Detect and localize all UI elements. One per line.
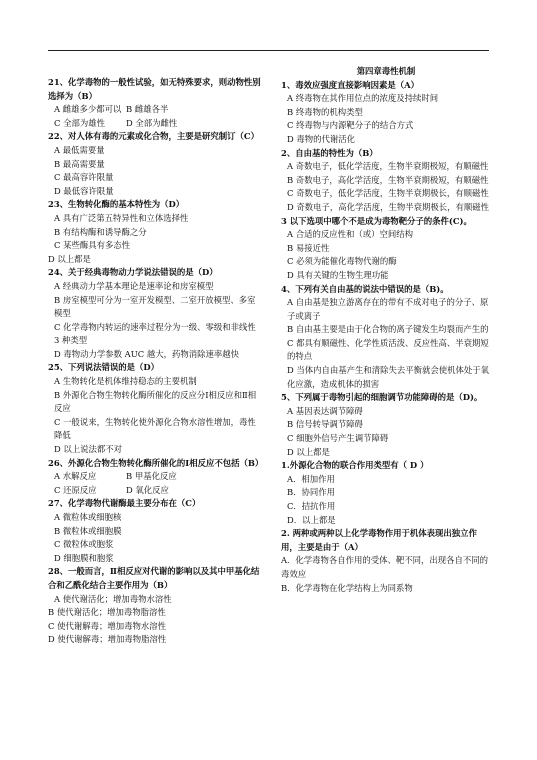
option: A 具有广泛第五特异性和立体选择性	[54, 212, 189, 223]
question-r3	[281, 215, 491, 283]
option: C 最高容许限量	[54, 172, 114, 183]
option: B 易接近性	[287, 242, 330, 253]
option: D 全部为雌性	[126, 117, 178, 128]
option: B 雌雄各半	[126, 104, 169, 115]
option: B 奇数电子，高化学活度，生物半衰期极短，有顺磁性	[287, 174, 489, 185]
question-text: 2、自由基的特性为（B）	[281, 147, 378, 158]
question-27	[48, 497, 262, 565]
option: D 最低容许限量	[54, 185, 114, 196]
question-r7	[281, 527, 491, 595]
option: C 奇数电子，低化学活度，生物半衰期极长，有顺磁性	[287, 188, 489, 199]
option: B 终毒物的机构类型	[287, 106, 363, 117]
option: B 房室模型可分为一室开发模型、二室开放模型、多室模型	[54, 294, 256, 319]
option: D 细胞膜和胞浆	[54, 552, 114, 563]
option: B 有结构酶和诱导酶之分	[54, 226, 147, 237]
option: A 自由基是独立游离存在的带有不成对电子的分子、原子或离子	[287, 297, 489, 321]
option: C 一般说来，生物转化使外源化合物水溶性增加，毒性降低	[54, 416, 256, 441]
question-28	[48, 565, 262, 647]
option: A．化学毒物各自作用的受体、靶不同，出现各自不同的毒效应	[281, 555, 489, 579]
option: D 毒物动力学参数 AUC 越大，药物消除速率越快	[54, 348, 239, 359]
option: C 微粒体或胞浆	[54, 539, 114, 550]
option: D 毒物的代谢活化	[287, 133, 356, 144]
option: C 还原反应	[54, 484, 97, 495]
question-r1	[281, 79, 491, 147]
question-text: 5、下列属于毒物引起的细胞调节功能障碍的是（D)。	[281, 392, 483, 403]
option: D 以上说法都不对	[54, 444, 123, 455]
option-row	[48, 103, 262, 117]
option: D 使代谢解毒；增加毒物脂溶性	[48, 634, 167, 645]
question-text: 28、一般而言，Ⅱ相反应对代谢的影响以及其中甲基化结合和乙酰化结合主要作用为（B）	[48, 566, 260, 590]
option: A 奇数电子，低化学活度，生物半衰期极短，有顺磁性	[287, 161, 489, 172]
option: D．以上都是	[287, 514, 336, 525]
option-row	[48, 117, 262, 131]
question-23	[48, 198, 262, 266]
option: B 最高需要量	[54, 158, 105, 169]
question-text: 1、毒效应强度直接影响因素是（A）	[281, 79, 419, 90]
question-r5	[281, 391, 491, 459]
question-25	[48, 361, 262, 456]
option: C 全部为雄性	[54, 117, 105, 128]
header-rule	[48, 50, 489, 51]
question-text: 23、生物转化酶的基本特性为（D）	[48, 199, 185, 210]
option: A 基因表达调节障碍	[287, 405, 363, 416]
option: D 氧化反应	[126, 484, 169, 495]
question-r6	[281, 459, 491, 527]
option: B 外源化合物生物转化酶所催化的反应分Ⅰ相反应和Ⅱ相反应	[54, 389, 257, 414]
question-text: 25、下列说法错误的是（D）	[48, 362, 160, 373]
question-text: 4、下列有关自由基的说法中错误的是（B)。	[281, 283, 449, 294]
question-21	[48, 76, 262, 130]
option: D 以上都是	[48, 253, 91, 264]
option: A 水解反应	[54, 471, 97, 482]
question-r4	[281, 283, 491, 392]
option: A 生物转化是机体维持稳态的主要机制	[54, 376, 197, 387]
option: B 微粒体或细胞膜	[54, 525, 122, 536]
option: C 必须为能催化毒物代谢的酶	[287, 256, 397, 267]
question-text: 22、对人体有毒的元素或化合物，主要是研究制订（C）	[48, 131, 259, 142]
option: D 具有关键的生物生理功能	[287, 269, 389, 280]
option: B 信号转导调节障碍	[287, 419, 363, 430]
option: A 最低需要量	[54, 144, 105, 155]
option-row	[48, 470, 262, 484]
option-row	[48, 484, 262, 498]
left-column	[48, 76, 262, 647]
question-text: 27、化学毒物代谢酶最主要分布在（C）	[48, 498, 201, 509]
option: A．相加作用	[287, 473, 335, 484]
option: B 甲基化反应	[126, 471, 177, 482]
option: C 化学毒物内转运的速率过程分为一级、零级和非线性 3 种类型	[54, 321, 256, 346]
question-text: 21、化学毒物的一般性试验，如无特殊要求，则动物性别选择为（B）	[48, 77, 261, 101]
question-26	[48, 457, 262, 498]
option: D 奇数电子，高化学活度，生物半衰期极长，有顺磁性	[287, 201, 490, 212]
question-text: 3 以下选项中哪个不是成为毒物靶分子的条件(C)。	[281, 215, 472, 226]
option: A 终毒物在其作用位点的浓度及持续时间	[287, 93, 439, 104]
option: A 雌雄多少都可以	[54, 104, 122, 115]
option: B 使代谢活化；增加毒物脂溶性	[48, 607, 166, 618]
question-r2	[281, 147, 491, 215]
option: D 以上都是	[287, 446, 330, 457]
option: C 某些酶具有多态性	[54, 240, 131, 251]
chapter-title: 第四章毒性机制	[356, 66, 416, 76]
option: A 经典动力学基本理论是速率论和房室模型	[54, 280, 214, 291]
option: B 自由基主要是由于化合物的离子键发生均裂而产生的	[287, 324, 489, 335]
option: A 使代谢活化；增加毒物水溶性	[54, 593, 172, 604]
question-text: 24、关于经典毒物动力学说法错误的是（D）	[48, 267, 218, 278]
question-text: 1.外源化合物的联合作用类型有（ D ）	[281, 460, 429, 471]
question-22	[48, 130, 262, 198]
option: A 微粒体或细胞核	[54, 512, 122, 522]
option: B．协同作用	[287, 487, 336, 498]
right-column	[281, 66, 491, 595]
question-text: 2. 两种或两种以上化学毒物作用于机体表现出独立作用，主要是由于（A）	[281, 528, 477, 552]
option: D 当体内自由基产生和清除失去平衡就会使机体处于氧化应激，造成机体的损害	[287, 365, 490, 389]
option: C 都具有顺磁性、化学性质活泼、反应性高、半衰期短的特点	[287, 337, 489, 362]
option: B．化学毒物在化学结构上为同系物	[281, 582, 413, 593]
option: C．拮抗作用	[287, 501, 336, 511]
option: C 细胞外信号产生调节障碍	[287, 433, 389, 444]
question-text: 26、外源化合物生物转化酶所催化的Ⅰ相反应不包括（B）	[48, 457, 264, 468]
option: C 终毒物与内源靶分子的结合方式	[287, 120, 414, 131]
option: C 使代谢解毒；增加毒物水溶性	[48, 620, 166, 631]
option: A 合适的反应性和（或）空间结构	[287, 229, 413, 240]
question-24	[48, 266, 262, 361]
